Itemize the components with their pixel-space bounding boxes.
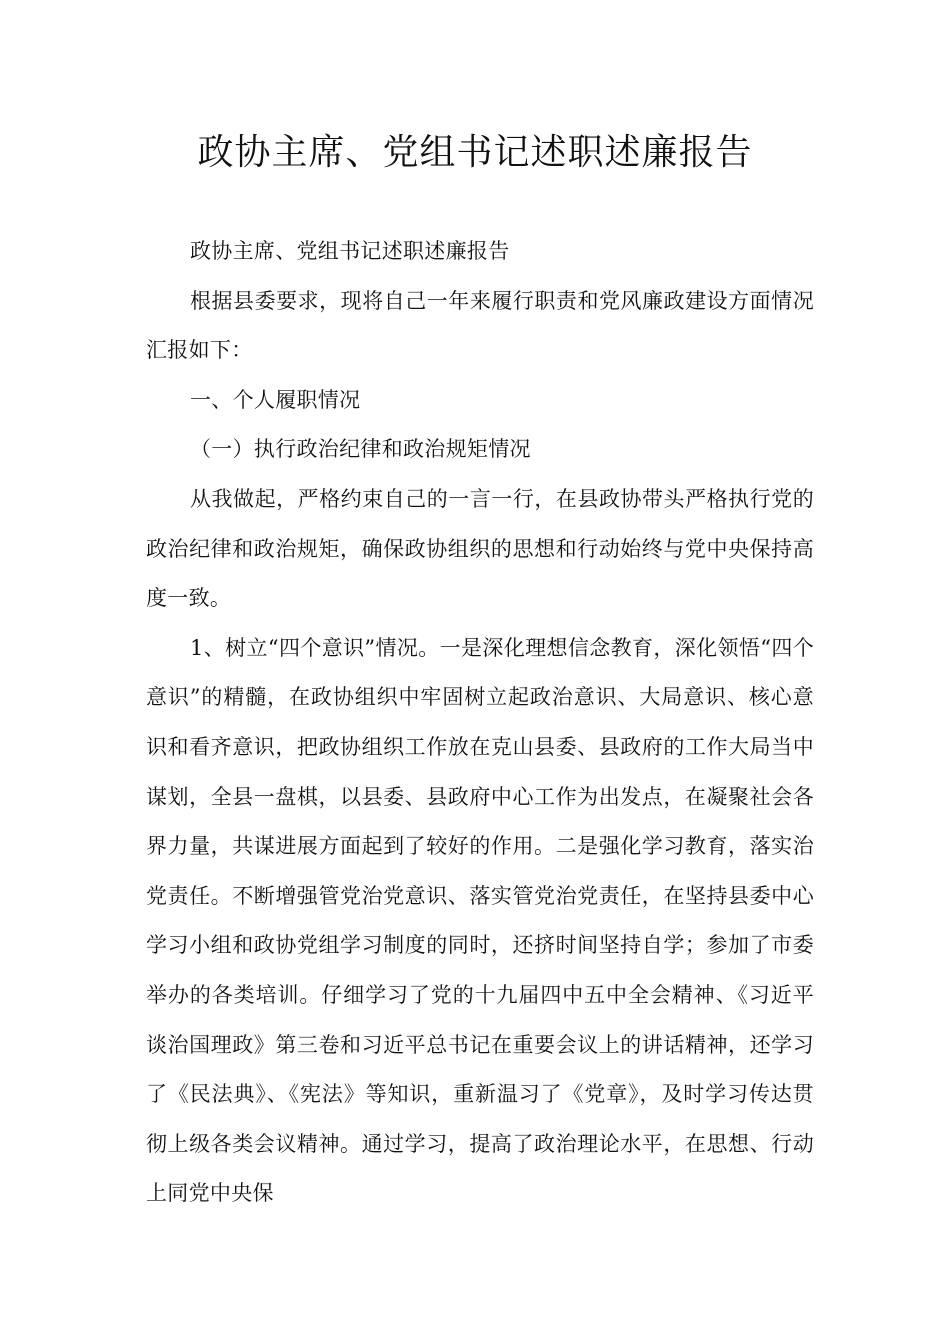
- body-paragraph: 1、树立“四个意识”情况。一是深化理想信念教育，深化领悟“四个意识”的精髓，在政协组织中牢固树立起政治意识、大局意识、核心意识和看齐意识，把政协组织工作放在克山县委、县政府的工作大局当中谋划，全县一盘棋，以县委、县政府中心工作为出发点，在凝聚社会各界力量，共谋进展方面起到了较好的作用。二是强化学习教育，落实治党责任。不断增强管党治党意识、落实管党治党责任，在坚持县委中心学习小组和政协党组学习制度的同时，还挤时间坚持自学；参加了市委举办的各类培训。仔细学习了党的十九届四中五中全会精神、《习近平谈治国理政》第三卷和习近平总书记在重要会议上的讲话精神，还学习了《民法典》、《宪法》等知识，重新温习了《党章》，及时学习传达贯彻上级各类会议精神。通过学习，提高了政治理论水平，在思想、行动上同党中央保: [146, 635, 814, 1206]
- section-heading: 一、个人履职情况: [190, 387, 361, 412]
- body-paragraph: 政协主席、党组书记述职述廉报告: [190, 239, 510, 263]
- document-title: 政协主席、党组书记述职述廉报告: [197, 132, 753, 173]
- document-body: [146, 227, 814, 1219]
- subsection-heading: （一）执行政治纪律和政治规矩情况: [190, 437, 531, 462]
- body-paragraph: 从我做起，严格约束自己的一言一行，在县政协带头严格执行党的政治纪律和政治规矩，确保政协组织的思想和行动始终与党中央保持高度一致。: [146, 486, 814, 611]
- body-paragraph: 根据县委要求，现将自己一年来履行职责和党风廉政建设方面情况汇报如下：: [146, 288, 814, 363]
